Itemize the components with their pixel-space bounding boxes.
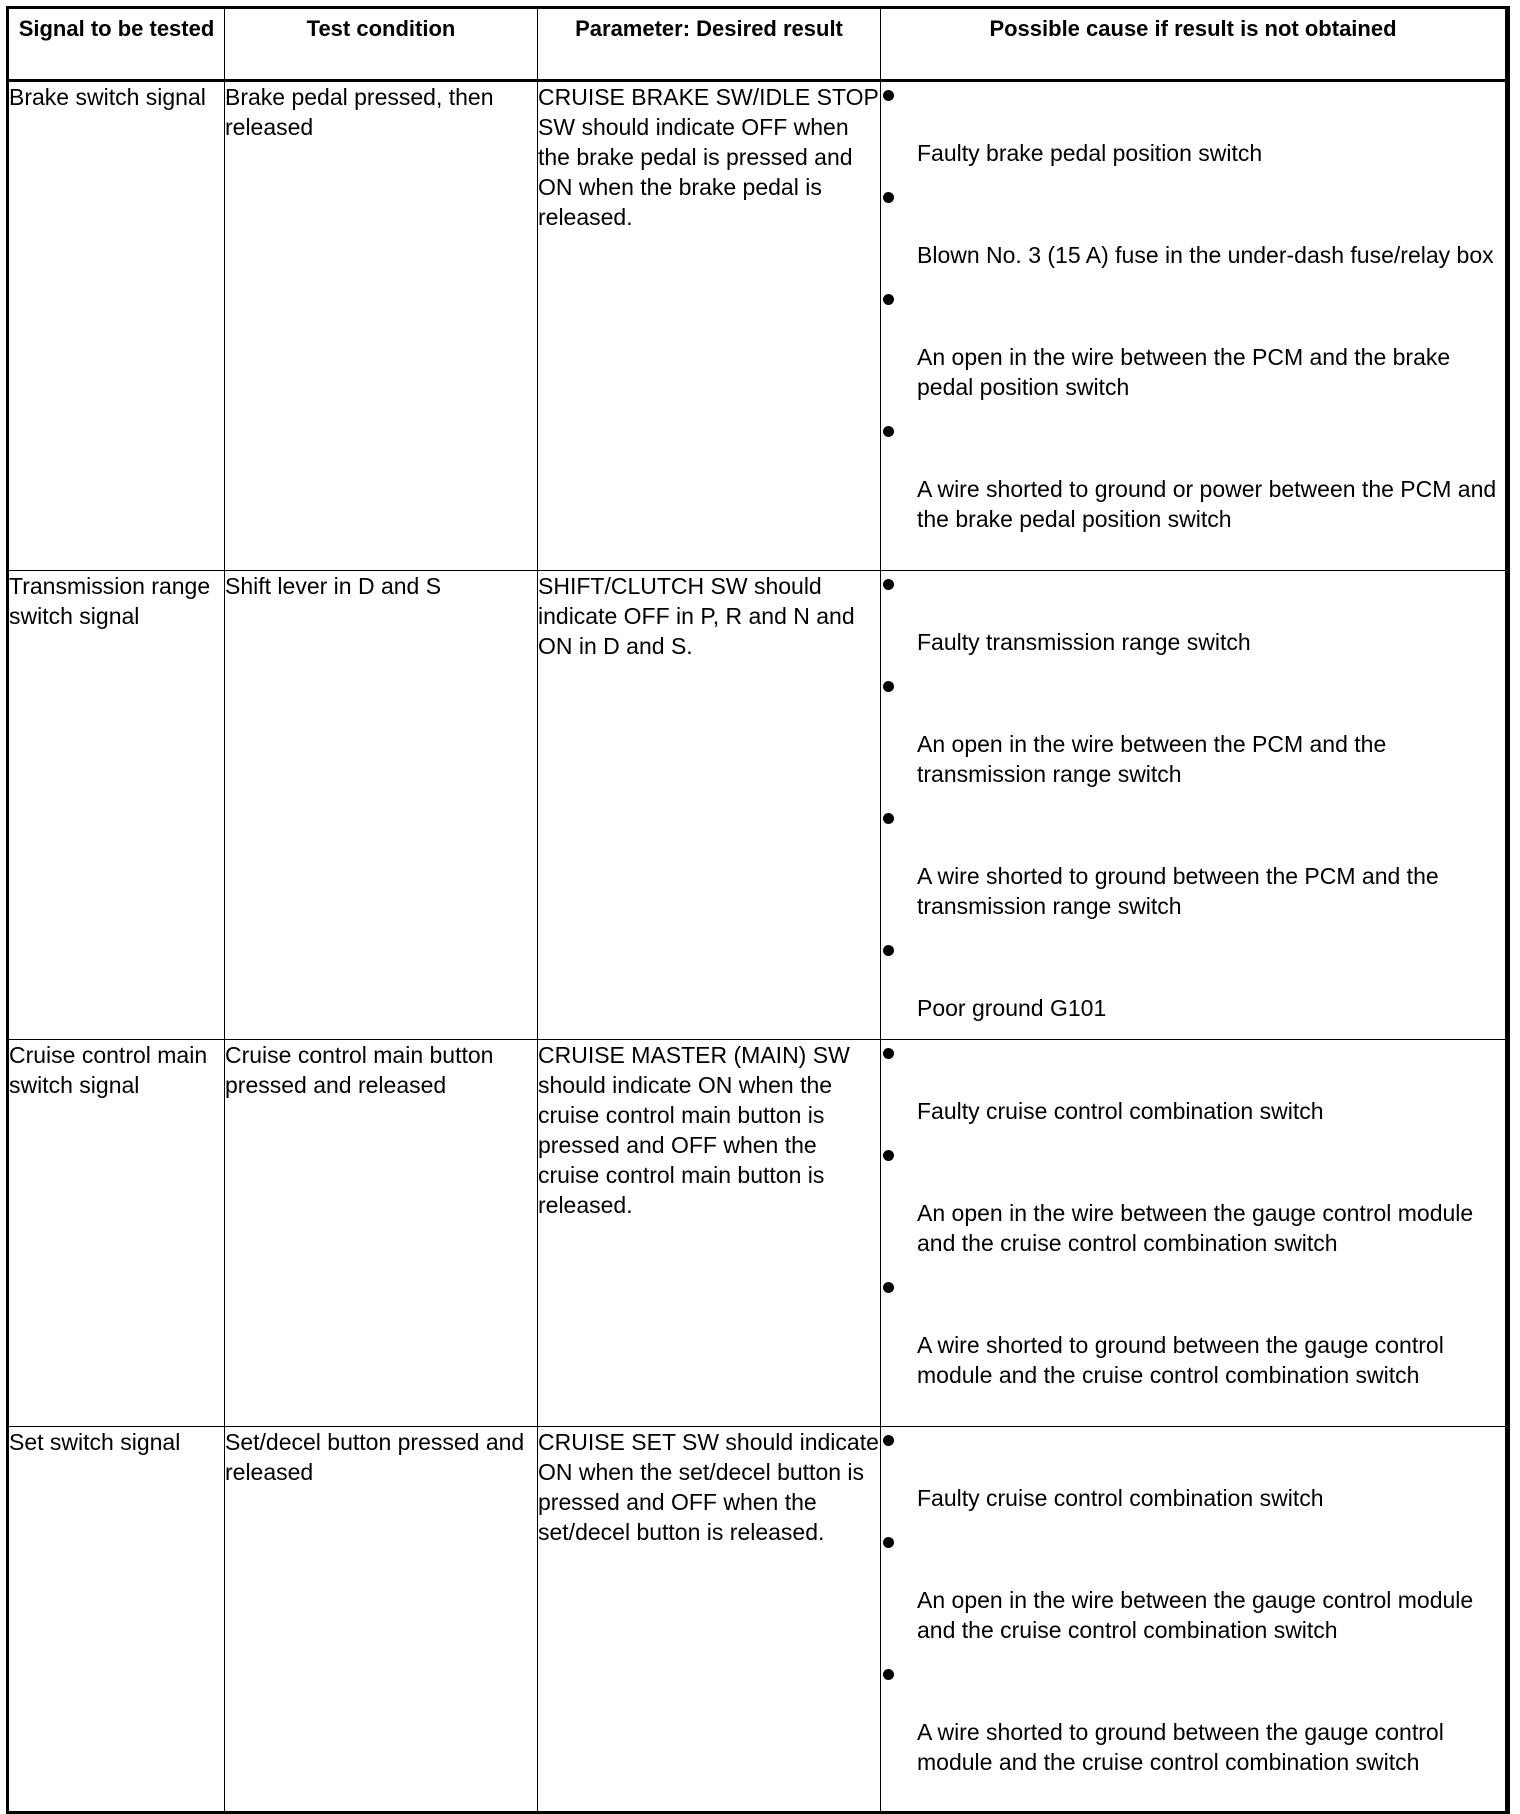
header-possible-cause: Possible cause if result is not obtained bbox=[881, 8, 1508, 81]
cause-item bbox=[881, 805, 1505, 921]
condition-cell: Shift lever in D and S bbox=[225, 571, 538, 1040]
result-cell: SHIFT/CLUTCH SW should indicate OFF in P, R and N and ON in D and S. bbox=[538, 571, 881, 1040]
condition-cell: Cruise control main button pressed and released bbox=[225, 1040, 538, 1427]
cause-list bbox=[881, 571, 1505, 1023]
causes-cell bbox=[881, 1427, 1508, 1813]
table-row bbox=[8, 1427, 1508, 1813]
bullet-icon bbox=[881, 1529, 1505, 1557]
cause-item bbox=[881, 82, 1505, 168]
cause-text: Faulty cruise control combination switch bbox=[917, 1098, 1324, 1124]
signal-cell: Cruise control main switch signal bbox=[8, 1040, 225, 1427]
cause-text: Poor ground G101 bbox=[917, 995, 1107, 1021]
cause-text: A wire shorted to ground or power between the PCM and the brake pedal position switch bbox=[917, 476, 1497, 532]
cause-text: A wire shorted to ground between the gauge control module and the cruise control combination switch bbox=[917, 1332, 1444, 1388]
diagnostic-table bbox=[6, 6, 1510, 1814]
cause-list bbox=[881, 1040, 1505, 1390]
cause-text: Blown No. 3 (15 A) fuse in the under-dash fuse/relay box bbox=[917, 242, 1494, 268]
cause-item bbox=[881, 1142, 1505, 1258]
causes-cell bbox=[881, 81, 1508, 571]
bullet-icon bbox=[881, 571, 1505, 599]
bullet-icon bbox=[881, 286, 1505, 314]
signal-cell: Set switch signal bbox=[8, 1427, 225, 1813]
diagnostic-table-sheet bbox=[6, 6, 1506, 1804]
bullet-icon bbox=[881, 1142, 1505, 1170]
header-desired-result: Parameter: Desired result bbox=[538, 8, 881, 81]
condition-cell: Set/decel button pressed and released bbox=[225, 1427, 538, 1813]
cause-item bbox=[881, 1274, 1505, 1390]
result-cell: CRUISE BRAKE SW/IDLE STOP SW should indicate OFF when the brake pedal is pressed and ON when the brake pedal is released. bbox=[538, 81, 881, 571]
cause-text: An open in the wire between the PCM and the brake pedal position switch bbox=[917, 344, 1451, 400]
signal-cell: Transmission range switch signal bbox=[8, 571, 225, 1040]
result-cell: CRUISE MASTER (MAIN) SW should indicate ON when the cruise control main button is pressed and OFF when the cruise control main button is released. bbox=[538, 1040, 881, 1427]
bullet-icon bbox=[881, 1040, 1505, 1068]
bullet-icon bbox=[881, 937, 1505, 965]
table-header-row bbox=[8, 8, 1508, 81]
cause-item bbox=[881, 1661, 1505, 1777]
table-row bbox=[8, 571, 1508, 1040]
cause-text: An open in the wire between the PCM and the transmission range switch bbox=[917, 731, 1387, 787]
bullet-icon bbox=[881, 418, 1505, 446]
cause-item bbox=[881, 418, 1505, 534]
cause-text: Faulty transmission range switch bbox=[917, 629, 1251, 655]
cause-item bbox=[881, 1529, 1505, 1645]
bullet-icon bbox=[881, 82, 1505, 110]
cause-item bbox=[881, 937, 1505, 1023]
cause-text: Faulty brake pedal position switch bbox=[917, 140, 1263, 166]
cause-text: An open in the wire between the gauge control module and the cruise control combination switch bbox=[917, 1200, 1474, 1256]
cause-item bbox=[881, 286, 1505, 402]
cause-text: A wire shorted to ground between the gauge control module and the cruise control combination switch bbox=[917, 1719, 1444, 1775]
cause-text: Faulty cruise control combination switch bbox=[917, 1485, 1324, 1511]
header-test-condition: Test condition bbox=[225, 8, 538, 81]
bullet-icon bbox=[881, 1274, 1505, 1302]
cause-item bbox=[881, 1040, 1505, 1126]
cause-item bbox=[881, 673, 1505, 789]
cause-item bbox=[881, 1427, 1505, 1513]
bullet-icon bbox=[881, 673, 1505, 701]
bullet-icon bbox=[881, 184, 1505, 212]
table-row bbox=[8, 1040, 1508, 1427]
causes-cell bbox=[881, 571, 1508, 1040]
bullet-icon bbox=[881, 805, 1505, 833]
cause-list bbox=[881, 1427, 1505, 1777]
cause-text: A wire shorted to ground between the PCM and the transmission range switch bbox=[917, 863, 1439, 919]
condition-cell: Brake pedal pressed, then released bbox=[225, 81, 538, 571]
cause-item bbox=[881, 184, 1505, 270]
bullet-icon bbox=[881, 1661, 1505, 1689]
header-signal: Signal to be tested bbox=[8, 8, 225, 81]
bullet-icon bbox=[881, 1427, 1505, 1455]
table-row bbox=[8, 81, 1508, 571]
cause-item bbox=[881, 571, 1505, 657]
result-cell: CRUISE SET SW should indicate ON when the set/decel button is pressed and OFF when the set/decel button is released. bbox=[538, 1427, 881, 1813]
cause-text: An open in the wire between the gauge control module and the cruise control combination switch bbox=[917, 1587, 1474, 1643]
cause-list bbox=[881, 82, 1505, 534]
causes-cell bbox=[881, 1040, 1508, 1427]
signal-cell: Brake switch signal bbox=[8, 81, 225, 571]
